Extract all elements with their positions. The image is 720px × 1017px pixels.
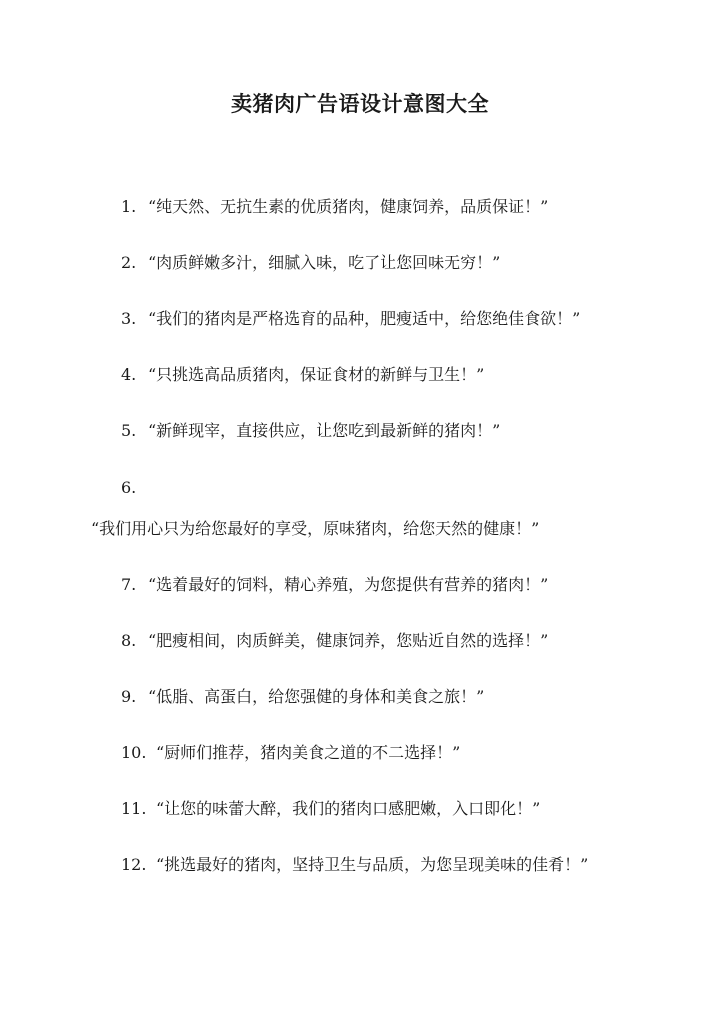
item-number: 1. — [121, 197, 137, 216]
item-number: 6. — [121, 478, 137, 497]
item-text: “挑选最好的猪肉，坚持卫生与品质，为您呈现美味的佳肴！” — [156, 855, 589, 874]
item-number: 12. — [121, 855, 147, 874]
item-text: “低脂、高蛋白，给您强健的身体和美食之旅！” — [148, 687, 485, 706]
item-text-wrapped: “我们用心只为给您最好的享受，原味猪肉，给您天然的健康！” — [91, 519, 540, 538]
item-number: 2. — [121, 253, 137, 272]
item-number: 9. — [121, 687, 137, 706]
item-number: 4. — [121, 365, 137, 384]
item-text: “让您的味蕾大醉，我们的猪肉口感肥嫩，入口即化！” — [156, 799, 541, 818]
item-number: 5. — [121, 421, 137, 440]
item-number: 11. — [121, 799, 147, 818]
item-text: “我们的猪肉是严格选育的品种，肥瘦适中，给您绝佳食欲！” — [148, 309, 581, 328]
item-text: “肥瘦相间，肉质鲜美，健康饲养，您贴近自然的选择！” — [148, 631, 549, 650]
item-text: “新鲜现宰，直接供应，让您吃到最新鲜的猪肉！” — [148, 421, 501, 440]
item-number: 7. — [121, 575, 137, 594]
item-number: 8. — [121, 631, 137, 650]
document-title: 卖猪肉广告语设计意图大全 — [231, 91, 489, 116]
item-number: 3. — [121, 309, 137, 328]
item-text: “厨师们推荐，猪肉美食之道的不二选择！” — [156, 743, 461, 762]
item-number: 10. — [121, 743, 147, 762]
item-text: “只挑选高品质猪肉，保证食材的新鲜与卫生！” — [148, 365, 485, 384]
item-text: “肉质鲜嫩多汁，细腻入味，吃了让您回味无穷！” — [148, 253, 501, 272]
item-text: “纯天然、无抗生素的优质猪肉，健康饲养，品质保证！” — [148, 197, 549, 216]
item-text: “选着最好的饲料，精心养殖，为您提供有营养的猪肉！” — [148, 575, 549, 594]
